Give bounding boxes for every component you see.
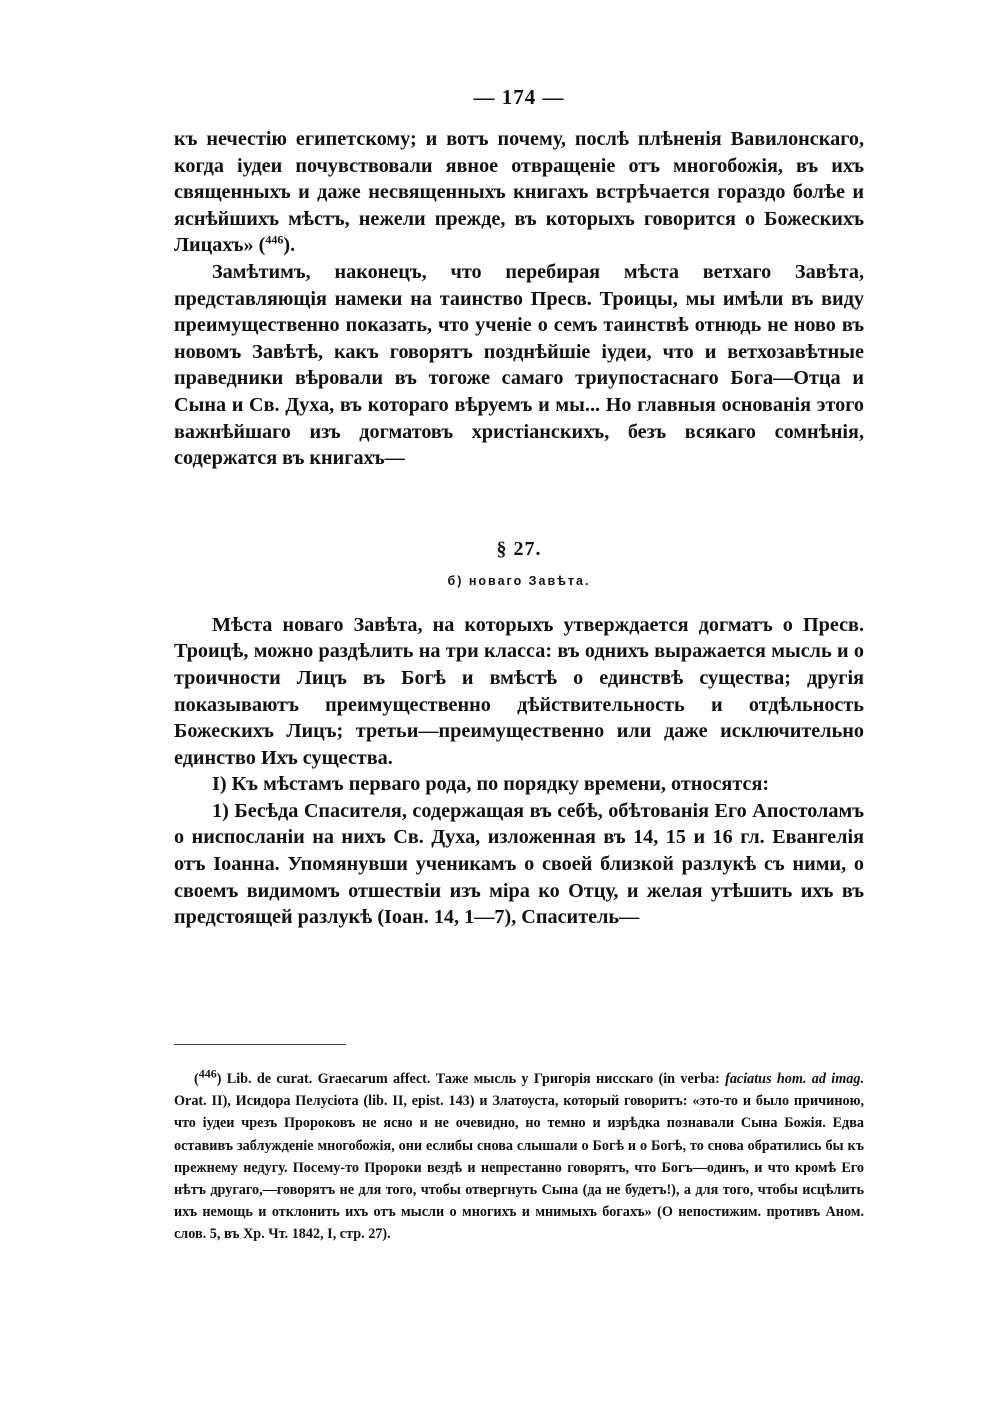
section-paragraph: I) Къ мѣстамъ перваго рода, по порядку времени, относятся: (212, 773, 770, 796)
footnote-text-cont: Orat. II), Исидора Пелусіота (lib. II, epist. 143) и Златоуста, который говоритъ: «это-то и было причиною, что іудеи чрезъ Пророковъ не ясно и не очевидно, но темно и изрѣдка познавали Сына Божія. Едва оставивъ заблужденіе многобожія, они еслибы снова слышали о Богѣ и о Богѣ, то снова обратились бы къ прежнему недугу. Посему-то Пророки вездѣ и непрестанно говорятъ, что Богъ—одинъ, и что кромѣ Его нѣтъ другаго,—говорятъ не для того, чтобы отвергнуть Сына (да не будетъ!), а для того, чтобы исцѣлить ихъ немощь и отклонить ихъ отъ мысли о многихъ и мнимыхъ богахъ» (О непостижим. противъ Аном. слов. 5, въ Хр. Чт. 1842, I, стр. 27). (174, 1093, 864, 1243)
footnote-italic-title: faciatus hom. ad imag. (725, 1071, 864, 1087)
book-page (174, 80, 864, 1243)
footnote-text: ) Lib. de curat. Graecarum affect. Таже мысль у Григорія нисскаго (in verba: (216, 1071, 726, 1087)
footnote-marker: 446 (198, 1066, 217, 1081)
section-paragraph: Мѣста новаго Завѣта, на которыхъ утверждается догматъ о Пресв. Троицѣ, можно раздѣлить на три класса: въ однихъ выражается мысль и о троичности Лицъ въ Богѣ и вмѣстѣ о единствѣ существа; другія показываютъ преимущественно дѣйствительность и отдѣльность Божескихъ Лицъ; третьи—преимущественно или даже исключительно единство Ихъ существа. (174, 613, 864, 769)
section-paragraph: 1) Бесѣда Спасителя, содержащая въ себѣ, обѣтованія Его Апостоламъ о ниспосланіи на нихъ Св. Духа, изложенная въ 14, 15 и 16 гл. Евангелія отъ Іоанна. Упомянувши ученикамъ о своей близкой разлукѣ съ ними, о своемъ видимомъ отшествіи изъ міра ко Отцу, и желая утѣшить ихъ въ предстоящей разлукѣ (Іоан. 14, 1—7), Спаситель— (174, 799, 864, 929)
page-number: — 174 — (473, 85, 565, 109)
footnote-reference[interactable]: 446 (265, 232, 284, 247)
section-subtitle: б) новаго Завѣта. (447, 573, 591, 588)
footnote: ($^{446}$) Lib. de curat. Graecarum affect. Таже мысль у Григорія нисскаго (in verba: faciatus hom. ad imag. Orat. II), Исидора Пелусіота (lib. II, epist. 143) и Златоуста, который говоритъ: «это-то и было причиною, что іудеи чрезъ Пророковъ не ясно и не очевидно, но темно и изрѣдка познавали Сына Божія. Едва оставивъ заблужденіе многобожія, они еслибы снова слышали о Богѣ и о Богѣ, то снова обратились бы къ прежнему недугу. Посему-то Пророки вездѣ и непрестанно говорятъ, что Богъ—одинъ, и что кромѣ Его нѣтъ другаго,—говорятъ не для того, чтобы отвергнуть Сына (да не будетъ!), а для того, чтобы исцѣлить ихъ немощь и отклонить ихъ отъ мысли о многихъ и мнимыхъ богахъ» (О непостижим. противъ Аном. слов. 5, въ Хр. Чт. 1842, I, стр. 27). (174, 1066, 864, 1243)
section-heading: § 27. (496, 537, 542, 560)
footnote-divider (174, 1044, 346, 1045)
paragraph-conclusion: Замѣтимъ, наконецъ, что перебирая мѣста ветхаго Завѣта, представляющія намеки на таинство Пресв. Троицы, мы имѣли въ виду преимущественно показать, что ученіе о семъ таинствѣ отнюдь не ново въ новомъ Завѣтѣ, какъ говорятъ позднѣйшіе іудеи, что и ветхозавѣтные праведники вѣровали въ тогоже самаго триупостаснаго Бога—Отца и Сына и Св. Духа, въ котораго вѣруемъ и мы... Но главныя основанія этого важнѣйшаго изъ догматовъ христіанскихъ, безъ всякаго сомнѣнія, содержатся въ книгахъ— (174, 260, 864, 470)
paragraph-continuation (174, 126, 864, 259)
paragraph-text-end: ). (283, 234, 296, 257)
paragraph-text: къ нечестію египетскому; и вотъ почему, послѣ плѣненія Вавилонскаго, когда іудеи почувствовали явное отвращеніе отъ многобожія, въ ихъ священныхъ и даже несвященныхъ книгахъ встрѣчается гораздо болѣе и яснѣйшихъ мѣстъ, нежели прежде, въ которыхъ говорится о Божескихъ Лицахъ» ( (174, 128, 864, 257)
